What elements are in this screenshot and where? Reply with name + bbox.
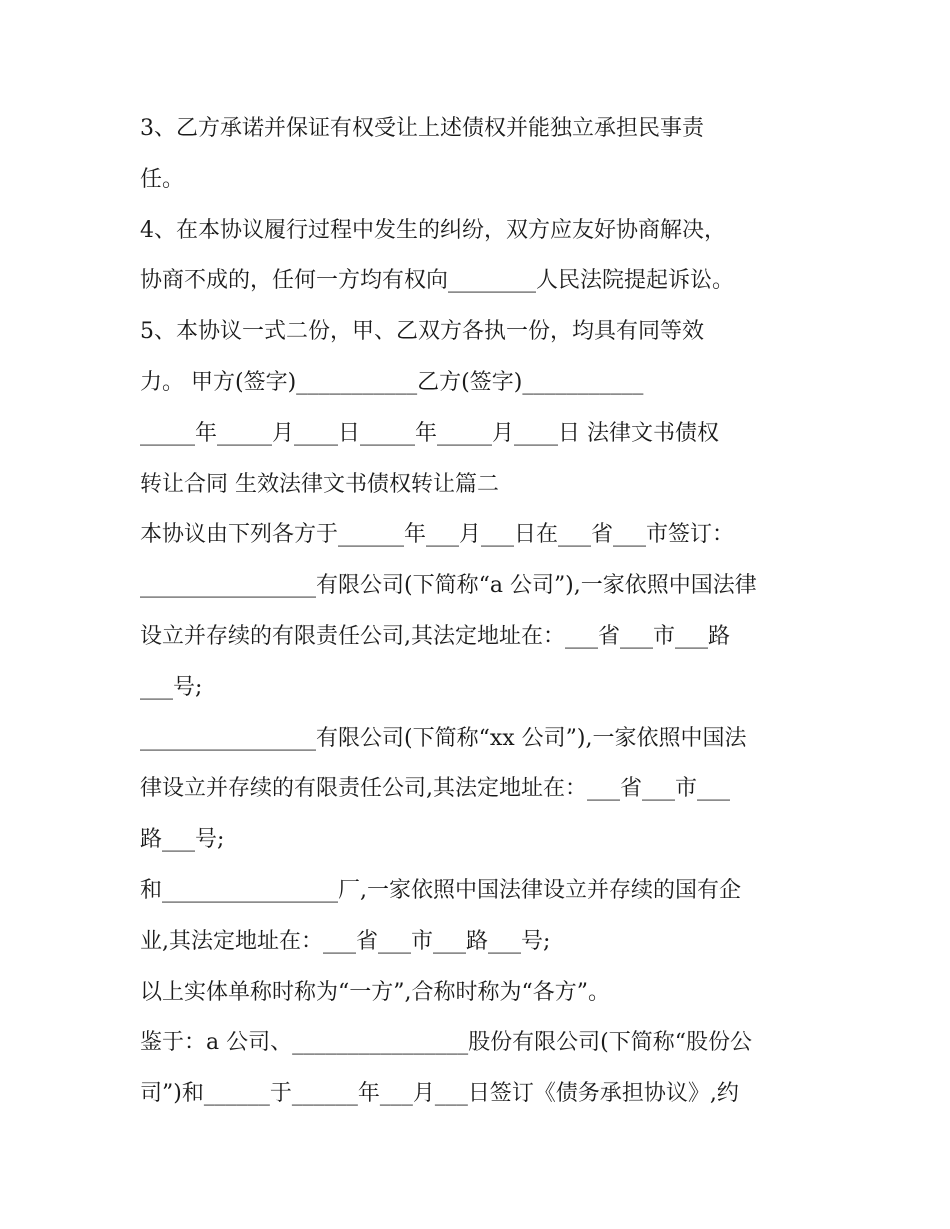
text-line-11: 设立并存续的有限责任公司,其法定地址在：___省___市___路 xyxy=(140,623,730,649)
text-line-12: ___号; xyxy=(140,674,203,700)
text-line-7: _____年_____月____日_____年_____月____日 法律文书债权 xyxy=(140,420,719,446)
text-line-6: 力。 甲方(签字)___________乙方(签字)___________ xyxy=(140,369,644,395)
text-line-20: 司”)和______于______年___月___日签订《债务承担协议》,约 xyxy=(140,1081,739,1107)
section-heading-line: 转让合同 生效法律文书债权转让篇二 xyxy=(140,471,499,497)
text-line-10: ________________有限公司(下简称“a 公司”),一家依照中国法律 xyxy=(140,573,757,599)
text-line-1: 3、乙方承诺并保证有权受让上述债权并能独立承担民事责 xyxy=(140,116,704,141)
text-line-2: 任。 xyxy=(140,166,185,192)
text-line-15: 路___号; xyxy=(140,827,225,853)
text-line-3: 4、在本协议履行过程中发生的纠纷，双方应友好协商解决， xyxy=(140,217,726,243)
document-body xyxy=(140,104,820,1120)
text-line-5: 5、本协议一式二份，甲、乙双方各执一份，均具有同等效 xyxy=(140,319,704,345)
text-line-9: 本协议由下列各方于______年___月___日在___省___市签订： xyxy=(140,522,735,548)
text-line-14: 律设立并存续的有限责任公司,其法定地址在：___省___市___ xyxy=(140,776,730,802)
text-line-13: ________________有限公司(下简称“xx 公司”),一家依照中国法 xyxy=(140,725,747,751)
text-line-19: 鉴于：a 公司、________________股份有限公司(下简称“股份公 xyxy=(140,1030,752,1056)
text-line-16: 和________________厂,一家依照中国法律设立并存续的国有企 xyxy=(140,877,741,903)
text-line-17: 业,其法定地址在：___省___市___路___号; xyxy=(140,928,551,954)
text-line-4: 协商不成的，任何一方均有权向________人民法院提起诉讼。 xyxy=(140,268,735,294)
text-line-18: 以上实体单称时称为“一方”,合称时称为“各方”。 xyxy=(140,979,610,1005)
